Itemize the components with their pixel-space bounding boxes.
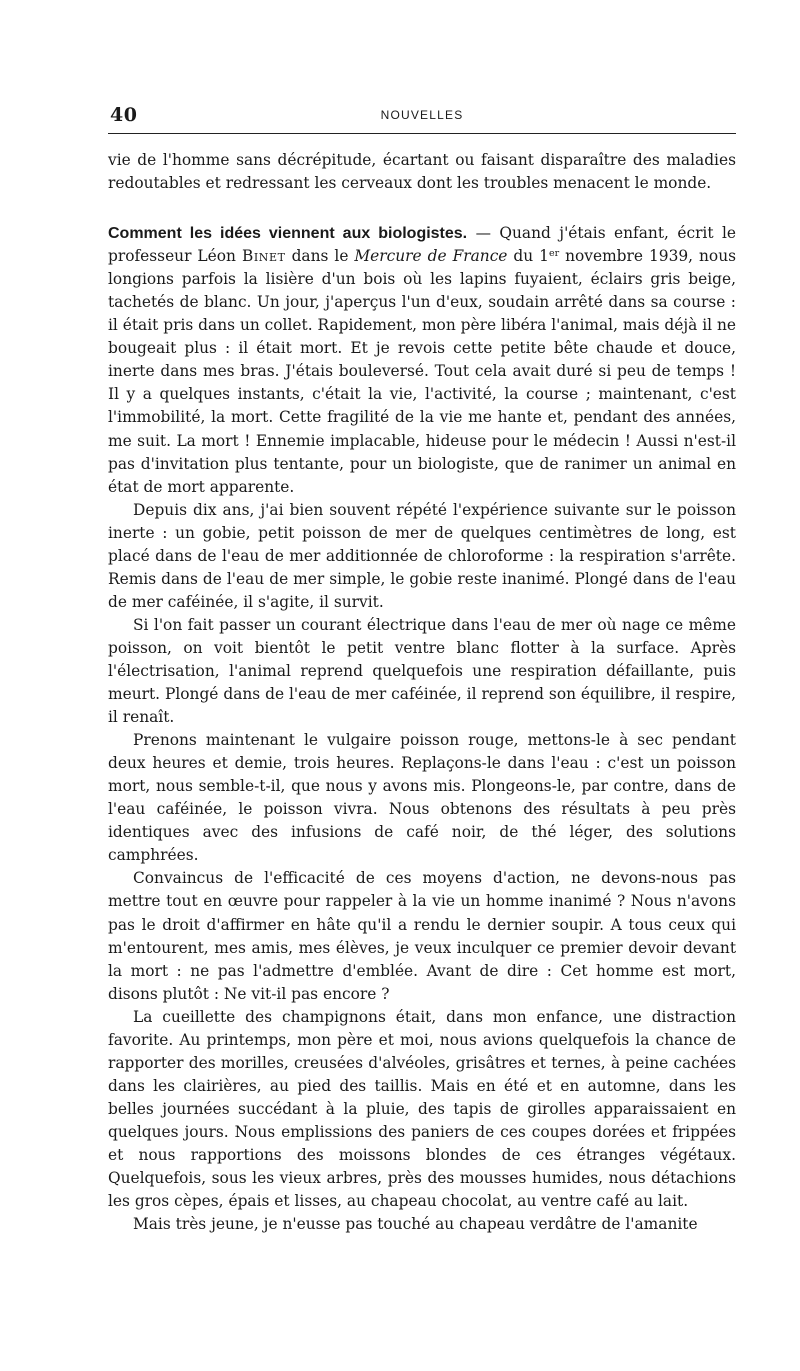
text-run: du 1	[507, 247, 549, 266]
author-name: Binet	[241, 247, 286, 266]
header-rule	[108, 133, 736, 134]
text-run: — Quand j'étais enfant, écrit le professeur Léon	[108, 224, 736, 266]
page-header	[108, 104, 736, 128]
ordinal-superscript: er	[548, 248, 560, 260]
text-run: dans le	[285, 247, 355, 266]
section-heading: Comment les idées viennent aux biologistes.	[108, 225, 468, 243]
paragraph: Depuis dix ans, j'ai bien souvent répété l'expérience suivante sur le poisson inerte : un gobie, petit poisson de mer de quelques centimètres de long, est placé dans de l'eau de mer additionnée de chloroforme : la respiration s'arrête. Remis dans de l'eau de mer simple, le gobie reste inanimé. Plongé dans de l'eau de mer caféinée, il s'agite, il survit.	[108, 500, 736, 611]
paragraph: La cueillette des champignons était, dans mon enfance, une distraction favorite. Au printemps, mon père et moi, nous avions quelquefois la chance de rapporter des morilles, creusées d'alvéoles, grisâtres et ternes, à peine cachées dans les clairières, au pied des taillis. Mais en été et en automne, dans les belles journées succédant à la pluie, des tapis de girolles apparaissaient en quelques jours. Nous emplissions des paniers de ces coupes dorées et frippées et nous rapportions des moissons blondes de ces étranges végétaux. Quelquefois, sous les vieux arbres, près des mousses humides, nous détachions les gros cèpes, épais et lisses, au chapeau chocolat, au ventre café au lait.	[108, 1007, 736, 1211]
paragraph: Si l'on fait passer un courant électrique dans l'eau de mer où nage ce même poisson, on voit bientôt le petit ventre blanc flotter à la surface. Après l'électrisation, l'animal reprend quelquefois une respiration défaillante, puis meurt. Plongé dans de l'eau de mer caféinée, il reprend son équilibre, il respire, il renaît.	[108, 615, 736, 727]
text-run: novembre 1939, nous longions parfois la lisière d'un bois où les lapins fuyaient, éclairs gris beige, tachetés de blanc. Un jour, j'aperçus l'un d'eux, soudain arrêté dans sa course : il était pris dans un collet. Rapidement, mon père libéra l'animal, mais déjà il ne bougeait plus : il était mort. Et je revois cette petite bête chaude et douce, inerte dans mes bras. J'étais bouleversé. Tout cela avait duré si peu de temps ! Il y a quelques instants, c'était la vie, l'activité, la course ; maintenant, c'est l'immobilité, la mort. Cette fragilité de la vie me hante et, pendant des années, me suit. La mort ! Ennemie implacable, hideuse pour le médecin ! Aussi n'est-il pas d'invitation plus tentante, pour un biologiste, que de ranimer un animal en état de mort apparente.	[108, 247, 737, 496]
running-head: NOUVELLES	[380, 108, 464, 122]
paragraph: Prenons maintenant le vulgaire poisson rouge, mettons-le à sec pendant deux heures et demie, trois heures. Replaçons-le dans l'eau : c'est un poisson mort, nous semble-t-il, que nous y avons mis. Plongeons-le, par contre, dans de l'eau caféinée, le poisson vivra. Nous obtenons des résultats à peu près identiques avec des infusions de café noir, de thé léger, des solutions camphrées.	[108, 731, 736, 865]
article-body	[108, 149, 736, 1236]
journal-title: Mercure de France	[354, 247, 508, 266]
paragraph-section-start	[108, 222, 736, 499]
paragraph: Mais très jeune, je n'eusse pas touché au chapeau verdâtre de l'amanite	[133, 1215, 698, 1234]
page-number: 40	[110, 104, 138, 126]
paragraph: Convaincus de l'efficacité de ces moyens d'action, ne devons-nous pas mettre tout en œuvre pour rappeler à la vie un homme inanimé ? Nous n'avons pas le droit d'affirmer en hâte qu'il a rendu le dernier soupir. A tous ceux qui m'entourent, mes amis, mes élèves, je veux inculquer ce premier devoir devant la mort : ne pas l'admettre d'emblée. Avant de dire : Cet homme est mort, disons plutôt : Ne vit-il pas encore ?	[108, 869, 736, 1003]
paragraph-continued: vie de l'homme sans décrépitude, écartant ou faisant disparaître des maladies redoutables et redressant les cerveaux dont les troubles menacent le monde.	[108, 151, 736, 193]
